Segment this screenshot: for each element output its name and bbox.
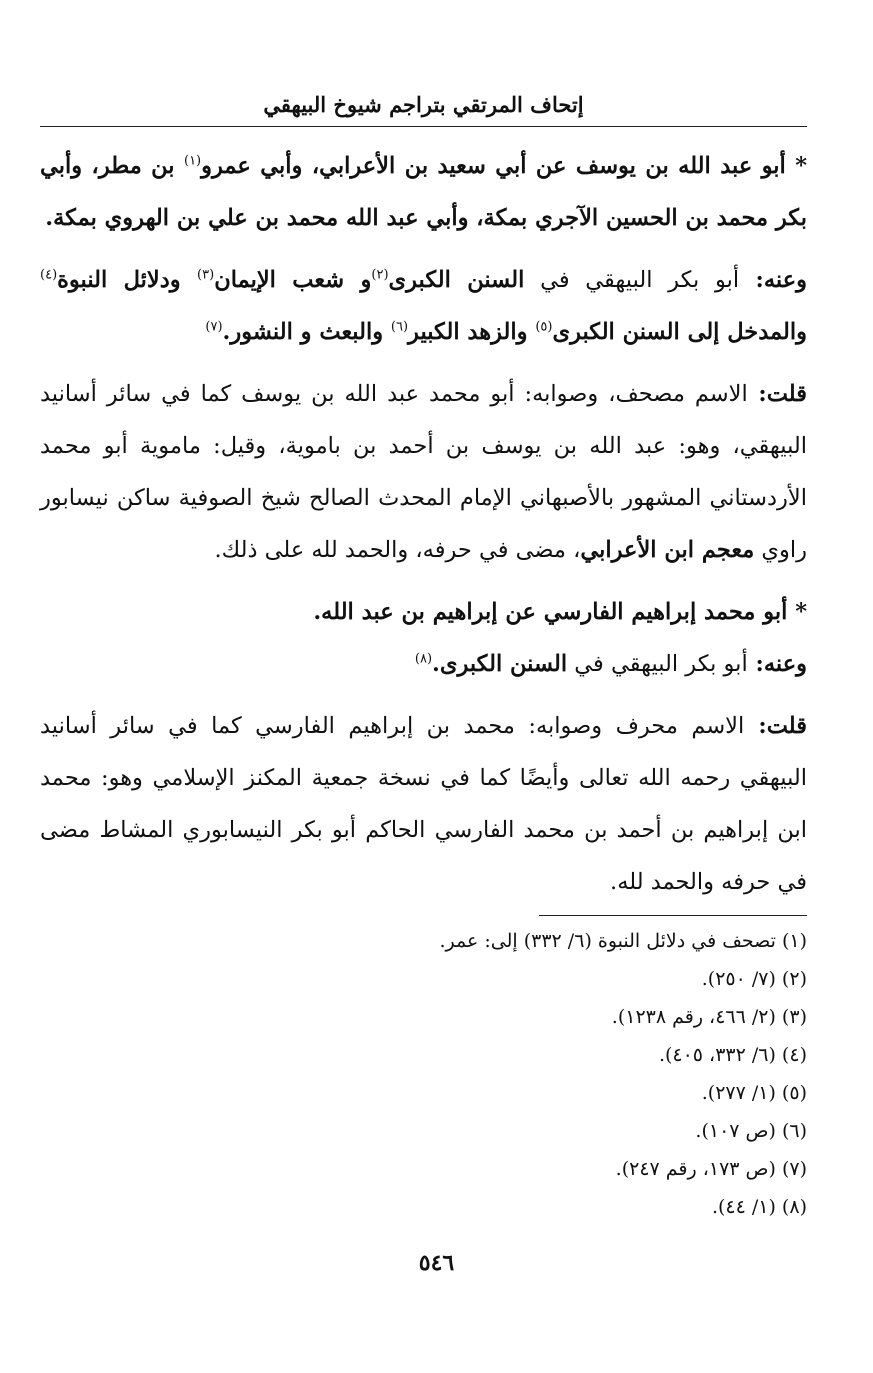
footnote-3: (٣) (٢/ ٤٦٦، رقم ١٢٣٨). <box>611 1006 807 1028</box>
footnotes <box>40 922 807 1226</box>
footnote-divider <box>539 915 807 916</box>
comment-paragraph <box>40 700 807 908</box>
text: أبو بكر البيهقي في <box>567 651 748 677</box>
label-anhu: وعنه: <box>747 651 807 677</box>
entry-heading: * أبو محمد إبراهيم الفارسي عن إبراهيم بن عبد الله. <box>313 599 807 625</box>
book-title: و شعب الإيمان <box>214 267 372 293</box>
label-anhu: وعنه: <box>739 267 807 293</box>
running-header: إتحاف المرتقي بتراجم شيوخ البيهقي <box>40 92 807 127</box>
page-number: ٥٤٦ <box>418 1250 455 1276</box>
footnote-ref-5: (٥) <box>535 319 553 335</box>
footnote-ref-7: (٧) <box>205 319 223 335</box>
footnote-1: (١) تصحف في دلائل النبوة (٦/ ٣٣٢) إلى: عمر. <box>439 930 807 952</box>
book-title: والزهد الكبير <box>408 319 536 345</box>
text: الاسم مصحف، وصوابه: أبو محمد عبد الله بن يوسف كما في سائر أسانيد البيهقي، وهو: عبد الله بن يوسف بن أحمد بن باموية، وقيل: ماموية أبو محمد الأردستاني المشهور بالأصبهاني الإمام المحدث الصالح شيخ الصوفية ساكن نيسابور راوي <box>40 381 807 563</box>
text: ، مضى في حرفه، والحمد لله على ذلك. <box>214 537 581 563</box>
footnote-ref-1: (١) <box>183 153 202 169</box>
book-title: والبعث و النشور. <box>222 319 391 345</box>
narrators-paragraph <box>40 254 807 358</box>
footnote-ref-4: (٤) <box>40 267 58 283</box>
book-title: ودلائل النبوة <box>57 267 198 293</box>
narrators-paragraph <box>40 638 807 690</box>
entry-heading-cont: بن مطر، وأبي بكر محمد بن الحسين الآجري بمكة، وأبي عبد الله محمد بن علي بن الهروي بمكة. <box>40 153 807 231</box>
footnote-ref-2: (٢) <box>371 267 389 283</box>
footnote-6: (٦) (ص ١٠٧). <box>695 1120 807 1142</box>
entry-abu-muhammad-ibrahim-al-farisi <box>40 586 807 638</box>
label-qultu: قلت: <box>747 381 807 407</box>
footnote-5: (٥) (١/ ٢٧٧). <box>701 1082 807 1104</box>
footnote-7: (٧) (ص ١٧٣، رقم ٢٤٧). <box>615 1158 807 1180</box>
footnote-4: (٤) (٦/ ٣٣٢، ٤٠٥). <box>658 1044 807 1066</box>
text: الاسم محرف وصوابه: محمد بن إبراهيم الفارسي كما في سائر أسانيد البيهقي رحمه الله تعالى وأيضًا كما في نسخة جمعية المكنز الإسلامي وهو: محمد ابن إبراهيم بن أحمد بن محمد الفارسي الحاكم أبو بكر النيسابوري المشاط مضى في حرفه والحمد لله. <box>40 713 807 895</box>
book-title: معجم ابن الأعرابي <box>580 537 755 563</box>
footnote-2: (٢) (٧/ ٢٥٠). <box>701 968 807 990</box>
entry-abu-abdullah-ibn-yusuf <box>40 140 807 244</box>
footnote-8: (٨) (١/ ٤٤). <box>711 1196 807 1218</box>
entry-heading: * أبو عبد الله بن يوسف عن أبي سعيد بن الأعرابي، وأبي عمرو <box>201 153 807 179</box>
footnote-ref-3: (٣) <box>197 267 215 283</box>
footnote-ref-6: (٦) <box>390 319 409 335</box>
book-title: السنن الكبرى <box>388 267 525 293</box>
main-text <box>40 140 807 918</box>
label-qultu: قلت: <box>744 713 807 739</box>
footnote-ref-8: (٨) <box>414 651 433 667</box>
text: أبو بكر البيهقي في <box>524 267 740 293</box>
book-title: السنن الكبرى. <box>432 651 568 677</box>
book-title: والمدخل إلى السنن الكبرى <box>552 319 807 345</box>
comment-paragraph <box>40 368 807 576</box>
